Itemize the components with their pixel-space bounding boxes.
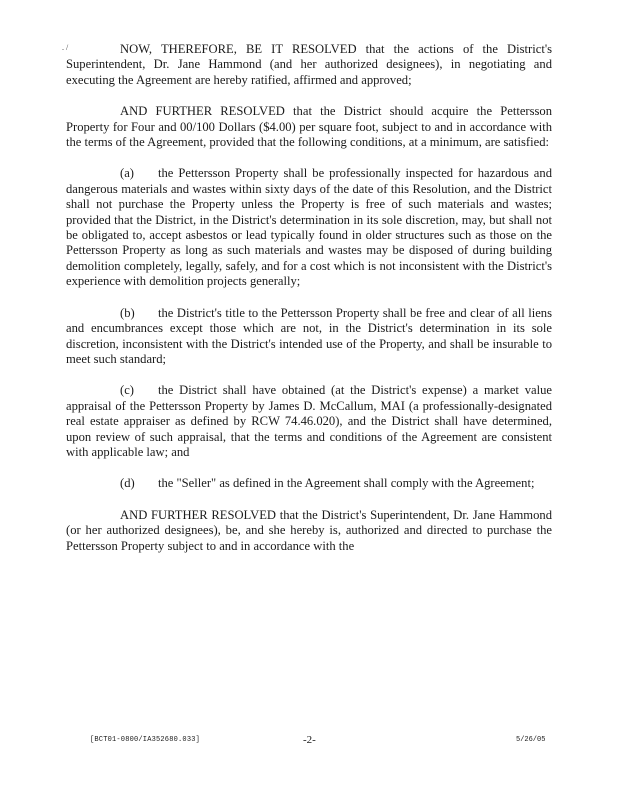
document-date: 5/26/05 [516, 736, 546, 744]
resolution-paragraph-3: AND FURTHER RESOLVED that the District's Superintendent, Dr. Jane Hammond (or her authorized designees), be, and she hereby is, authorized and directed to purchase the Pettersson Property subject to and in accordance with the [66, 507, 552, 553]
condition-text: the District's title to the Pettersson Property shall be free and clear of all liens and encumbrances except those which are not, in the District's determination in its sole discretion, inconsistent with the District's intended use of the Property, and shall be insurable to meet such standard; [66, 305, 552, 366]
condition-item-c [66, 383, 552, 460]
resolution-paragraph-2: AND FURTHER RESOLVED that the District should acquire the Pettersson Property for Four and 00/100 Dollars ($4.00) per square foot, subject to and in accordance with the terms of the Agreement, provided that the following conditions, at a minimum, are satisfied: [66, 104, 552, 150]
condition-label: (b) [120, 305, 135, 320]
condition-label: (c) [120, 383, 134, 398]
document-body [66, 42, 552, 570]
document-id: [BCT01-0800/IA352680.033] [90, 736, 201, 744]
margin-marks: . / [62, 43, 69, 52]
condition-item-a [66, 166, 552, 289]
condition-text: the Pettersson Property shall be professionally inspected for hazardous and dangerous materials and wastes within sixty days of the date of this Resolution, and the District shall not purchase the Property unless the Property is free of such materials and wastes; provided that the District, in the District's determination in its sole discretion, may, but shall not be obligated to, accept asbestos or lead typically found in older structures such as those on the Pettersson Property as long as such materials and wastes may be disposed of during building demolition completely, legally, safely, and for a cost which is not inconsistent with the District's experience with demolition projects generally; [66, 166, 552, 289]
page-footer [0, 734, 618, 748]
condition-item-d [66, 476, 552, 491]
page-number: -2- [303, 734, 316, 746]
condition-text: the "Seller" as defined in the Agreement shall comply with the Agreement; [158, 476, 535, 491]
resolution-paragraph-1: NOW, THEREFORE, BE IT RESOLVED that the actions of the District's Superintendent, Dr. Jane Hammond (and her authorized designees), in negotiating and executing the Agreement are hereby ratified, affirmed and approved; [66, 42, 552, 87]
condition-label: (d) [120, 476, 135, 491]
condition-item-b [66, 306, 552, 368]
condition-text: the District shall have obtained (at the District's expense) a market value appraisal of the Pettersson Property by James D. McCallum, MAI (a professionally-designated real estate appraiser as defined by RCW 74.46.020), and the District shall have determined, upon review of such appraisal, that the terms and conditions of the Agreement are consistent with applicable law; and [66, 383, 552, 459]
condition-label: (a) [120, 166, 134, 181]
